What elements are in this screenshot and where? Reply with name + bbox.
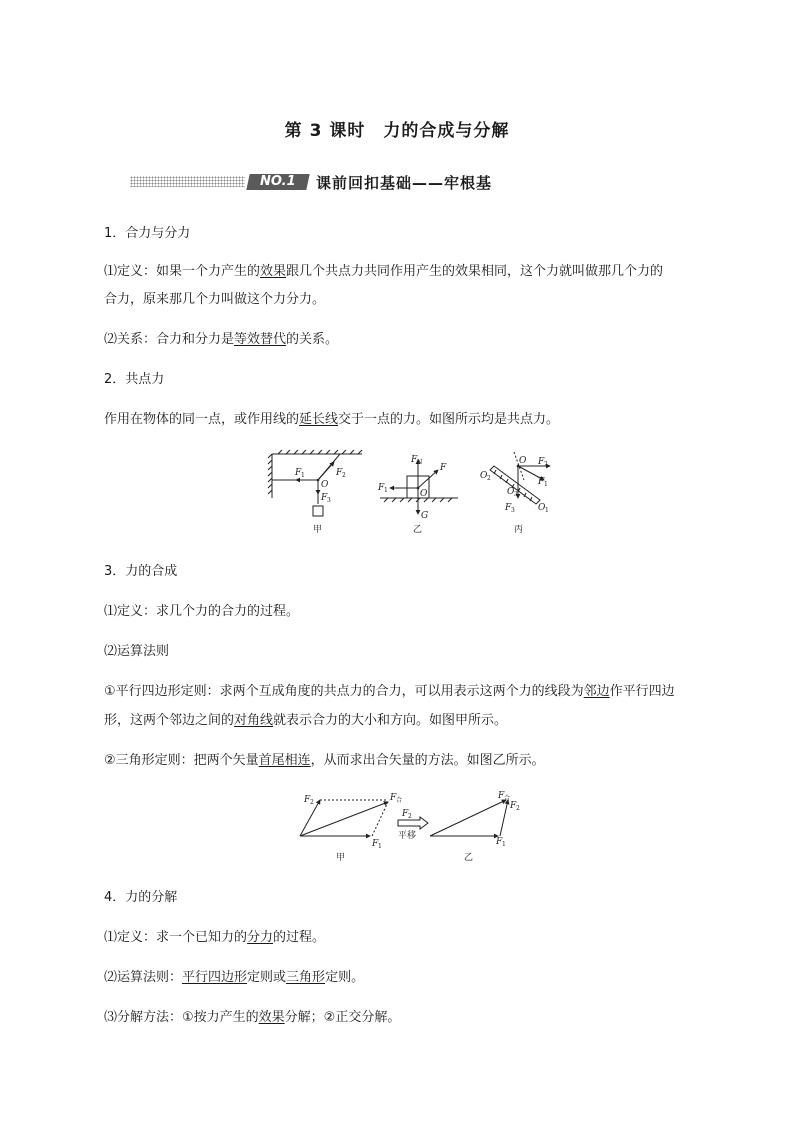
svg-text:O: O bbox=[480, 471, 488, 481]
s1-paragraph-2: ⑵关系：合力和分力是等效替代的关系。 bbox=[104, 332, 339, 347]
svg-text:F: F bbox=[336, 468, 343, 478]
s3-paragraph-3b: 形，这两个邻边之间的对角线就表示合力的大小和方向。如图甲所示。 bbox=[104, 713, 508, 728]
s2-heading: 2．共点力 bbox=[104, 372, 165, 387]
svg-text:2: 2 bbox=[544, 461, 548, 468]
svg-text:3: 3 bbox=[511, 507, 515, 514]
s2-paragraph: 作用在物体的同一点，或作用线的延长线交于一点的力。如图所示均是共点力。 bbox=[104, 412, 560, 427]
svg-text:F: F bbox=[295, 468, 302, 478]
svg-text:2: 2 bbox=[487, 475, 491, 482]
svg-text:乙: 乙 bbox=[413, 525, 423, 535]
svg-text:O: O bbox=[538, 503, 546, 513]
svg-text:F: F bbox=[538, 457, 545, 467]
svg-text:F: F bbox=[411, 455, 418, 465]
svg-text:合: 合 bbox=[504, 795, 511, 802]
svg-text:F: F bbox=[402, 809, 409, 819]
svg-text:1: 1 bbox=[502, 841, 506, 848]
svg-text:2: 2 bbox=[342, 472, 346, 479]
s4-paragraph-2: ⑵运算法则：平行四边形定则或三角形定则。 bbox=[104, 970, 365, 985]
svg-text:F: F bbox=[505, 503, 512, 513]
section-label: 课前回扣基础——牢根基 bbox=[316, 174, 493, 192]
svg-text:O: O bbox=[519, 456, 527, 466]
s3-paragraph-2: ⑵运算法则 bbox=[104, 644, 170, 659]
composition-figure bbox=[292, 786, 532, 866]
svg-text:2: 2 bbox=[408, 813, 412, 820]
page-title: 第 3 课时 力的合成与分解 bbox=[284, 121, 510, 141]
svg-text:合: 合 bbox=[396, 797, 403, 804]
s3-paragraph-3a: ①平行四边形定则：求两个互成角度的共点力的合力，可以用表示这两个力的线段为邻边作平行四边 bbox=[104, 684, 675, 699]
concurrent-forces-figure bbox=[262, 448, 562, 540]
section-badge: NO.1 bbox=[246, 174, 309, 190]
figure-jia bbox=[268, 450, 362, 516]
banner-dots bbox=[130, 176, 245, 187]
svg-text:O: O bbox=[507, 487, 515, 497]
svg-text:O: O bbox=[321, 480, 329, 490]
s4-paragraph-3: ⑶分解方法：①按力产生的效果分解；②正交分解。 bbox=[104, 1010, 401, 1025]
svg-text:N: N bbox=[417, 459, 423, 466]
svg-text:乙: 乙 bbox=[464, 853, 474, 863]
svg-text:甲: 甲 bbox=[336, 853, 346, 863]
svg-text:F: F bbox=[538, 477, 545, 487]
svg-text:F: F bbox=[510, 801, 517, 811]
svg-text:F: F bbox=[498, 791, 505, 801]
svg-text:3: 3 bbox=[514, 491, 518, 498]
svg-text:2: 2 bbox=[516, 805, 520, 812]
svg-text:1: 1 bbox=[378, 843, 382, 850]
svg-text:F: F bbox=[496, 837, 503, 847]
svg-text:F: F bbox=[440, 463, 447, 473]
s4-heading: 4．力的分解 bbox=[104, 890, 178, 905]
figure-yi bbox=[380, 460, 458, 514]
svg-text:3: 3 bbox=[327, 497, 331, 504]
svg-text:甲: 甲 bbox=[313, 525, 323, 535]
section-banner bbox=[130, 172, 510, 192]
s3-paragraph-4: ②三角形定则：把两个矢量首尾相连，从而求出合矢量的方法。如图乙所示。 bbox=[104, 753, 545, 768]
svg-text:O: O bbox=[420, 489, 428, 499]
s3-heading: 3．力的合成 bbox=[104, 564, 178, 579]
s4-paragraph-1: ⑴定义：求一个已知力的分力的过程。 bbox=[104, 930, 326, 945]
s1-paragraph-1a: ⑴定义：如果一个力产生的效果跟几个共点力共同作用产生的效果相同，这个力就叫做那几个力的 bbox=[104, 264, 664, 279]
s3-paragraph-1: ⑴定义：求几个力的合力的过程。 bbox=[104, 604, 300, 619]
svg-text:F: F bbox=[321, 493, 328, 503]
svg-text:G: G bbox=[421, 511, 429, 521]
svg-text:2: 2 bbox=[310, 799, 314, 806]
svg-text:丙: 丙 bbox=[514, 525, 524, 535]
svg-text:1: 1 bbox=[545, 507, 549, 514]
svg-text:平移: 平移 bbox=[398, 831, 417, 841]
svg-text:F: F bbox=[378, 483, 385, 493]
svg-text:F: F bbox=[304, 795, 311, 805]
svg-text:1: 1 bbox=[384, 487, 388, 494]
svg-text:F: F bbox=[390, 793, 397, 803]
s1-paragraph-1b: 合力，原来那几个力叫做这个力分力。 bbox=[104, 292, 326, 307]
svg-text:1: 1 bbox=[301, 472, 305, 479]
figure-triangle bbox=[430, 800, 508, 836]
svg-text:1: 1 bbox=[544, 481, 548, 488]
s1-heading: 1．合力与分力 bbox=[104, 226, 191, 241]
svg-text:F: F bbox=[372, 839, 379, 849]
